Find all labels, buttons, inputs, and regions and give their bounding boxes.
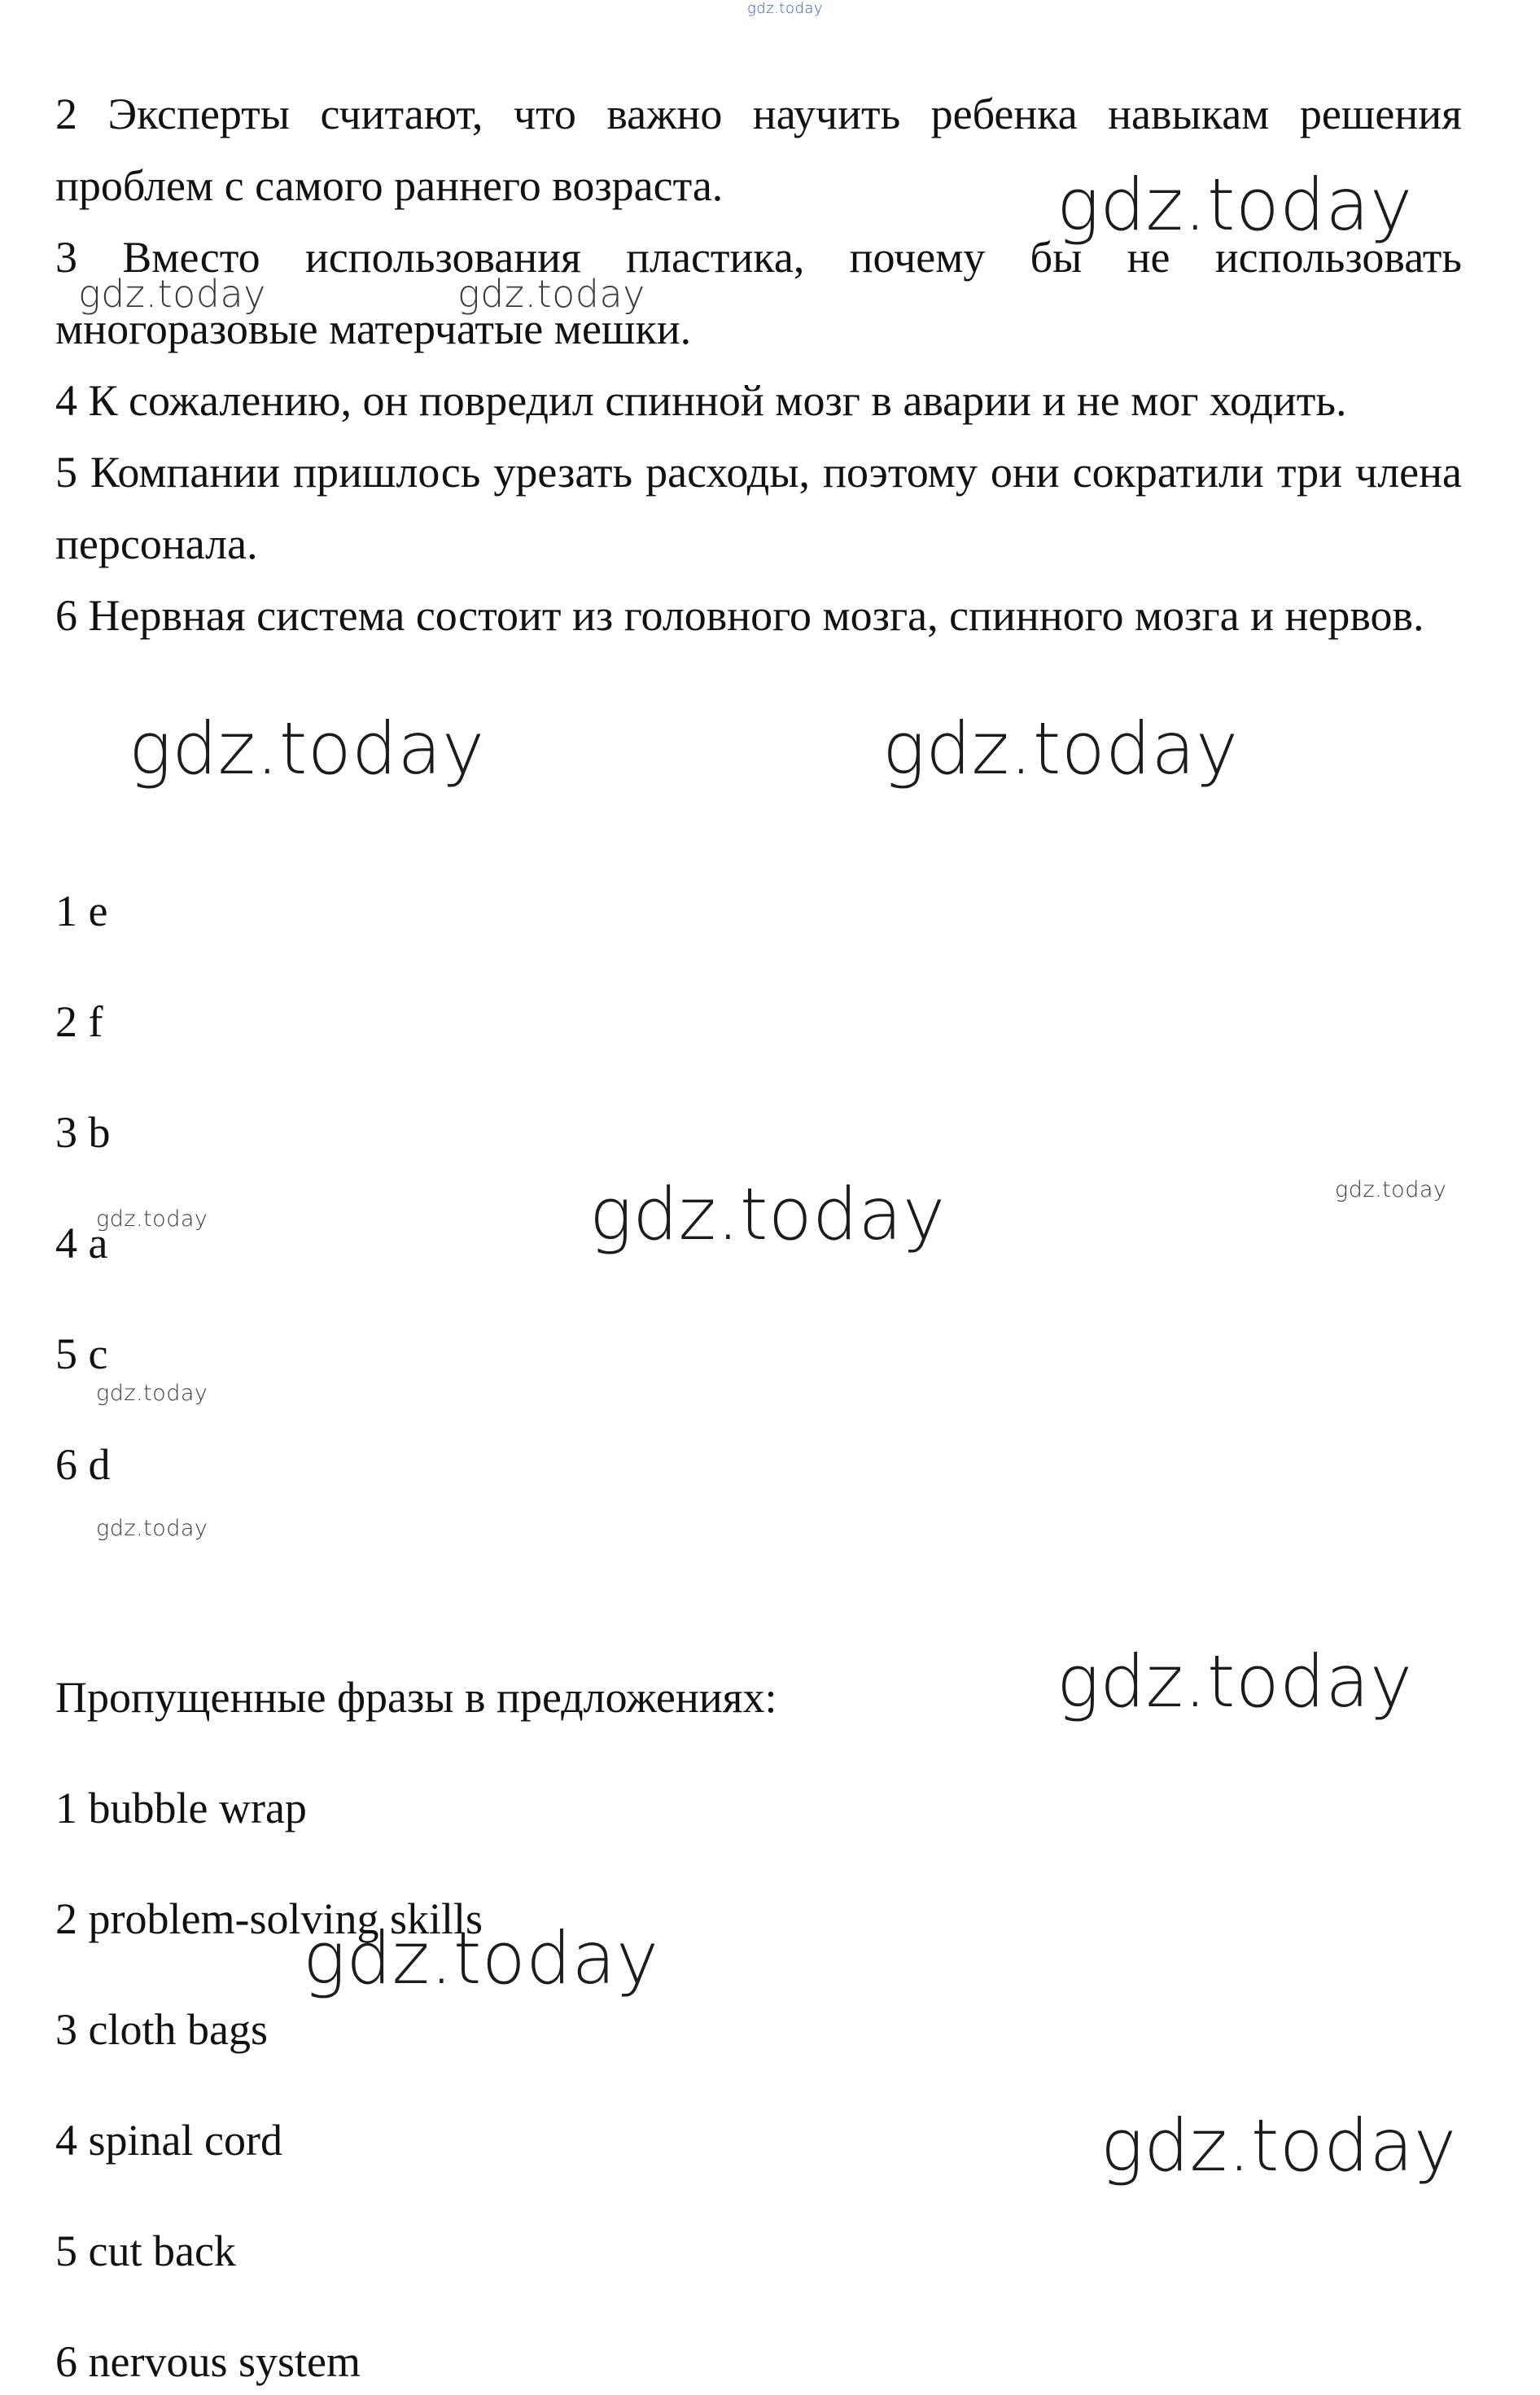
- translation-3: 3 Вместо использования пластика, почему бы не использовать многоразовые матерчатые мешки.: [55, 233, 1462, 353]
- watermark: gdz.today: [78, 272, 266, 316]
- missing-phrase-3: 3 cloth bags: [55, 2005, 268, 2054]
- matching-answer-2: 2 f: [55, 997, 103, 1046]
- watermark-top: gdz.today: [747, 0, 824, 17]
- watermark: gdz.today: [129, 707, 485, 790]
- missing-phrases-heading: Пропущенные фразы в предложениях:: [55, 1673, 777, 1722]
- watermark: gdz.today: [96, 1381, 208, 1406]
- missing-phrase-6: 6 nervous system: [55, 2337, 361, 2386]
- watermark: gdz.today: [96, 1516, 208, 1541]
- watermark: gdz.today: [303, 1916, 659, 2000]
- watermark: gdz.today: [882, 707, 1239, 790]
- matching-answer-3: 3 b: [55, 1108, 111, 1157]
- translation-5: 5 Компании пришлось урезать расходы, поэтому они сократили три члена персонала.: [55, 448, 1462, 568]
- missing-phrase-4: 4 spinal cord: [55, 2116, 282, 2165]
- watermark: gdz.today: [1057, 1640, 1413, 1723]
- translation-6: 6 Нервная система состоит из головного мозга, спинного мозга и нервов.: [55, 591, 1424, 640]
- matching-answer-5: 5 c: [55, 1329, 108, 1378]
- translation-2: 2 Эксперты считают, что важно научить ребенка навыкам решения проблем с самого раннего возраста.: [55, 90, 1462, 210]
- matching-answer-4: 4 a: [55, 1219, 108, 1268]
- watermark: gdz.today: [457, 272, 645, 316]
- watermark: gdz.today: [589, 1172, 946, 1256]
- matching-answer-6: 6 d: [55, 1440, 111, 1489]
- missing-phrase-1: 1 bubble wrap: [55, 1784, 307, 1832]
- translation-4: 4 К сожалению, он повредил спинной мозг в аварии и не мог ходить.: [55, 376, 1347, 425]
- watermark: gdz.today: [1057, 163, 1413, 247]
- watermark: gdz.today: [96, 1206, 208, 1232]
- missing-phrase-5: 5 cut back: [55, 2226, 236, 2275]
- matching-answer-1: 1 e: [55, 887, 108, 935]
- missing-phrase-2: 2 problem-solving skills: [55, 1894, 483, 1943]
- watermark: gdz.today: [1100, 2104, 1457, 2187]
- watermark: gdz.today: [1335, 1177, 1447, 1202]
